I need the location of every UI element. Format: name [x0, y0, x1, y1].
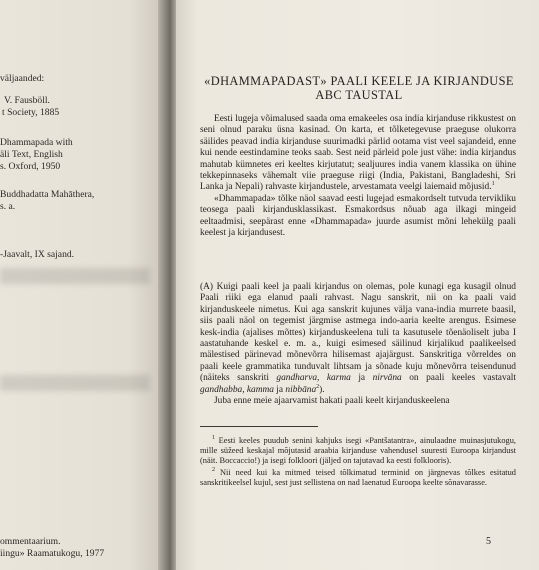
- left-page-line: Buddhadatta Mahāthera,: [0, 189, 95, 200]
- left-page-line: Dhammapada with: [0, 137, 73, 148]
- left-page-line: t Society, 1885: [2, 107, 60, 118]
- footnote-mark: 2: [212, 467, 215, 474]
- italic-term: gandharva, karma: [276, 373, 351, 384]
- left-page-line: s. a.: [0, 201, 16, 212]
- chapter-title: [194, 74, 524, 102]
- footnote: [200, 468, 516, 488]
- bleed-through-shadow: [0, 268, 150, 284]
- intro-paragraphs: [200, 114, 516, 239]
- left-page-line: -Jaavalt, IX sajand.: [0, 249, 75, 260]
- paragraph-text: ja: [358, 373, 366, 384]
- paragraph-text: (A) Kuigi paali keel ja paali kirjandus on olemas, pole kunagi ega kusagil olnud Paali riiki ega elanud paali rahvast. Nagu sanskrit, nii on ka paali vaid kirjanduskeele nimetus. Kui aga sanskrit kujunes välja vana-india murrete baasil, siis paali näol on tegemist järgmise astmega indo-aaria keelte arengus. Esimese kesk-india (ajalises mõttes) kirjanduskeelena tuli ta kasutusele tõenäoliselt juba I aastatuhande keskel e. m. a., kuigi esimesed säilinud kirjalikud paalikeelsed mälestised pärinevad mõnevõrra hilisemast ajajärgust. Sanskritiga võrreldes on paali keele grammatika tunduvalt lihtsam ja sõnade kuju mõnevõrra teisendunud (näiteks sanskriti: [200, 282, 516, 384]
- paragraph: [200, 282, 516, 396]
- italic-term: gandhabba, kamma: [200, 384, 274, 395]
- paragraph-text: ).: [319, 384, 325, 395]
- paragraph-text: on paali keeles vastavalt: [409, 373, 517, 384]
- paragraph-text: Eesti lugeja võimalused saada oma emakeeles osa india kirjanduse rikkustest on seni olnud paraku üsna kasinad. On karta, et tõlketegevuse praeguse olukorra säilides peavad india kirjanduse suurimadki pärlid ootama vist veel sajandeid, enne kui nende eestindamine teoks saab. Sest neid pärleid pole just vähe: india kirjandus mahutab kümnetes eri keeltes kirjutatut; sealjuures india vanem klassika on ühine tekkepinnaseks vähemalt viie praeguse riigi (India, Pakistani, Bangladeshi, Sri Lanka ja Nepali) rahvaste kirjandustele, arvestamata veelgi laiemaid mõjusid.: [200, 114, 516, 193]
- chapter-title-line: ABC TAUSTAL: [315, 88, 403, 102]
- footnote-mark: 1: [212, 435, 215, 442]
- left-page-line: s. Oxford, 1950: [0, 161, 61, 172]
- chapter-title-line: «DHAMMAPADAST» PAALI KEELE JA KIRJANDUSE: [204, 74, 514, 88]
- italic-term: nibbāna: [285, 384, 317, 395]
- left-page-line: väljaanded:: [0, 73, 45, 84]
- left-page-line: V. Fausböll.: [4, 95, 50, 106]
- footnote-ref: 1: [491, 181, 495, 188]
- left-page: [0, 0, 160, 570]
- right-page: [176, 0, 539, 570]
- paragraph: Juba enne meie ajaarvamist hakati paali keelt kirjanduskeelena: [214, 396, 450, 407]
- section-a: [200, 282, 516, 407]
- italic-term: nirvāna: [372, 373, 402, 384]
- footnote-text: Nii need kui ka mitmed teised tõlkimatud terminid on järgnevas tõlkes esitatud sanskritikeelsel kujul, sest just sellistena on nad laenatud Euroopa keelte sõnavarasse.: [200, 468, 516, 487]
- footnotes: [200, 436, 516, 488]
- footnote: [200, 436, 516, 466]
- left-page-line: äli Text, English: [0, 149, 63, 160]
- footnote-rule: [200, 426, 318, 427]
- left-page-line: iingu» Raamatukogu, 1977: [0, 548, 105, 559]
- bleed-through-shadow: [0, 375, 150, 391]
- page-number: 5: [486, 536, 491, 547]
- paragraph: «Dhammapada» tõlke näol saavad eesti lugejad esmakordselt tutvuda tervikliku teosega paali kirjandusklassikast. Esmakordsus nõuab aga ilkagi mingeid eeltaadmisi, seepärast enne «Dhammapada» juurde asumist mõni lehekülg paali keelest ja kirjandusest.: [200, 193, 516, 239]
- footnote-ref: 2: [316, 383, 320, 390]
- footnote-text: Eesti keeles puudub senini kahjuks isegi «Pantšatantra», ainulaadne muinasjutukogu, mille süžeed keskajal mõjutasid araabia kirjanduse vahendusel suuresti Euroopa kirjandust (näit. Boccaccio!) ja isegi folkloori (jäljed on tajutavad ka eesti folklooris).: [200, 436, 516, 465]
- left-page-line: ommentaarium.: [0, 536, 61, 547]
- paragraph: [200, 114, 516, 194]
- paragraph-text: ja: [276, 384, 284, 395]
